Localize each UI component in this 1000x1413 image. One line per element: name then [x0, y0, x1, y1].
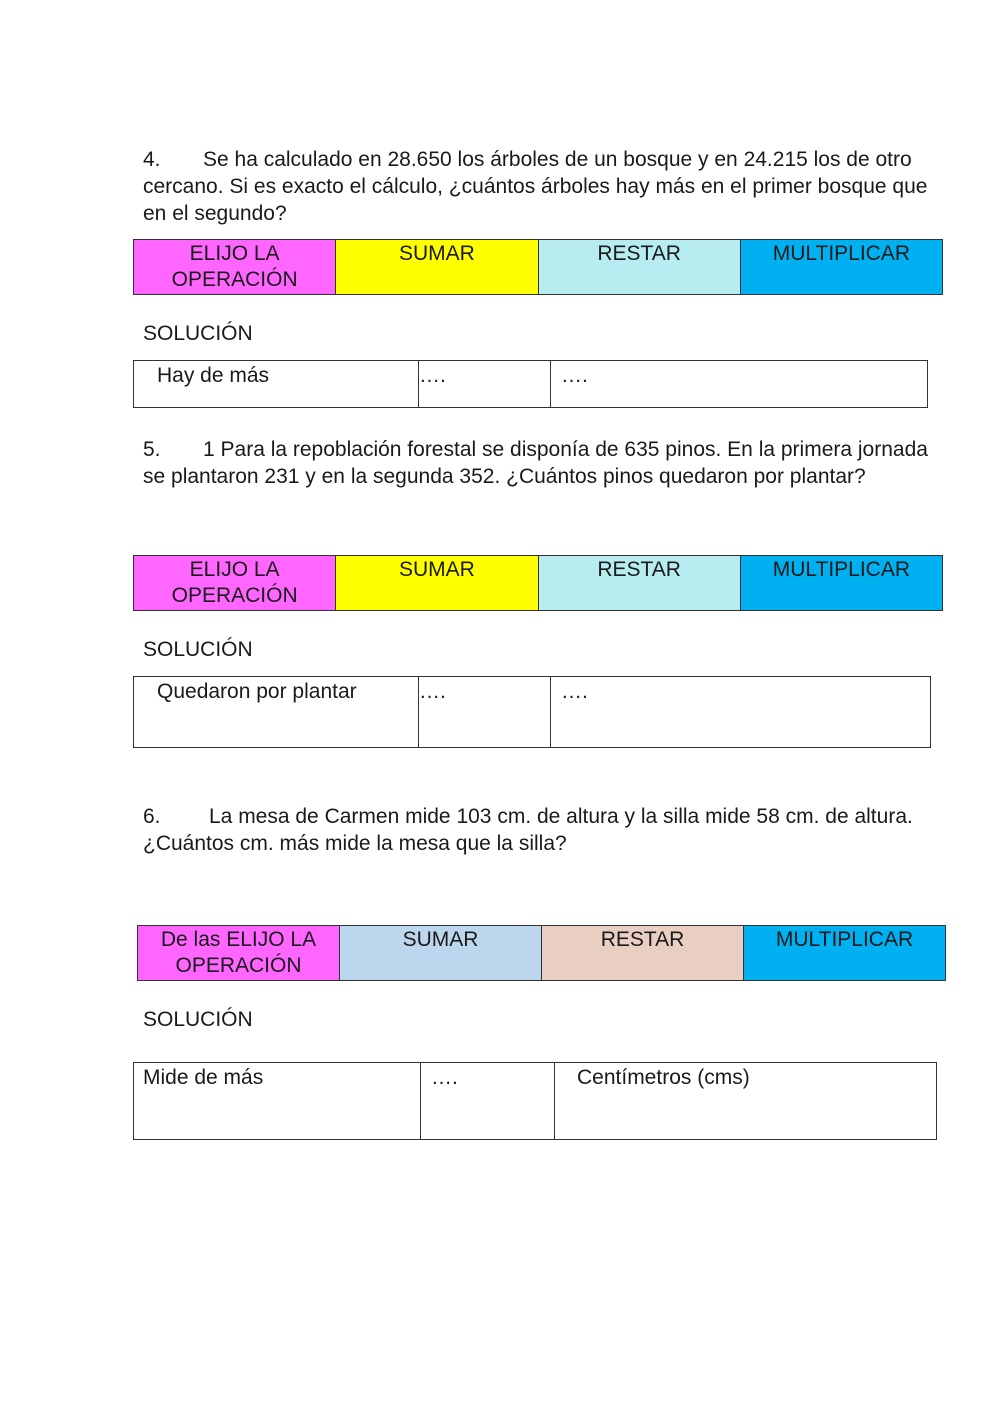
solution-table — [133, 676, 931, 748]
solution-phrase: Quedaron por plantar — [134, 677, 419, 748]
option-sumar[interactable]: SUMAR — [336, 556, 538, 611]
problem-4-statement — [143, 146, 943, 227]
option-multiplicar[interactable]: MULTIPLICAR — [740, 556, 942, 611]
answer-unit-label: Centímetros (cms) — [555, 1063, 937, 1140]
option-multiplicar[interactable]: MULTIPLICAR — [744, 926, 946, 981]
answer-blank-unit[interactable]: …. — [551, 677, 931, 748]
choose-operation-label: ELIJO LA OPERACIÓN — [134, 240, 336, 295]
choose-operation-label: ELIJO LA OPERACIÓN — [134, 556, 336, 611]
solution-label: SOLUCIÓN — [143, 1008, 253, 1031]
answer-blank-number[interactable]: …. — [419, 677, 551, 748]
solution-table — [133, 360, 928, 408]
operation-choice-table — [137, 925, 946, 981]
problem-6-statement — [143, 803, 943, 857]
operation-choice-table — [133, 239, 943, 295]
operation-choice-table — [133, 555, 943, 611]
option-restar[interactable]: RESTAR — [538, 556, 740, 611]
problem-number: 6. — [143, 805, 161, 828]
problem-text: La mesa de Carmen mide 103 cm. de altura y la silla mide 58 cm. de altura. — [209, 805, 913, 828]
solution-table — [133, 1062, 937, 1140]
answer-blank-number[interactable]: …. — [421, 1063, 555, 1140]
option-sumar[interactable]: SUMAR — [336, 240, 538, 295]
option-multiplicar[interactable]: MULTIPLICAR — [740, 240, 942, 295]
problem-question: ¿Cuántos cm. más mide la mesa que la silla? — [143, 832, 567, 855]
problem-text: 1 Para la repoblación forestal se disponía de 635 pinos. En la primera jornada se plantaron 231 y en la segunda 352. ¿Cuántos pinos quedaron por plantar? — [143, 438, 928, 488]
option-restar[interactable]: RESTAR — [542, 926, 744, 981]
solution-label: SOLUCIÓN — [143, 322, 253, 345]
solution-phrase: Mide de más — [134, 1063, 421, 1140]
problem-5-statement — [143, 436, 943, 490]
problem-number: 4. — [143, 148, 161, 171]
answer-blank-number[interactable]: …. — [419, 361, 551, 408]
option-restar[interactable]: RESTAR — [538, 240, 740, 295]
solution-phrase: Hay de más — [134, 361, 419, 408]
problem-text: Se ha calculado en 28.650 los árboles de un bosque y en 24.215 los de otro cercano. Si es exacto el cálculo, ¿cuántos árboles hay más en el primer bosque que en el segundo? — [143, 148, 928, 225]
option-sumar[interactable]: SUMAR — [340, 926, 542, 981]
problem-number: 5. — [143, 438, 161, 461]
choose-operation-label: De las ELIJO LA OPERACIÓN — [138, 926, 340, 981]
solution-label: SOLUCIÓN — [143, 638, 253, 661]
answer-blank-unit[interactable]: …. — [551, 361, 928, 408]
